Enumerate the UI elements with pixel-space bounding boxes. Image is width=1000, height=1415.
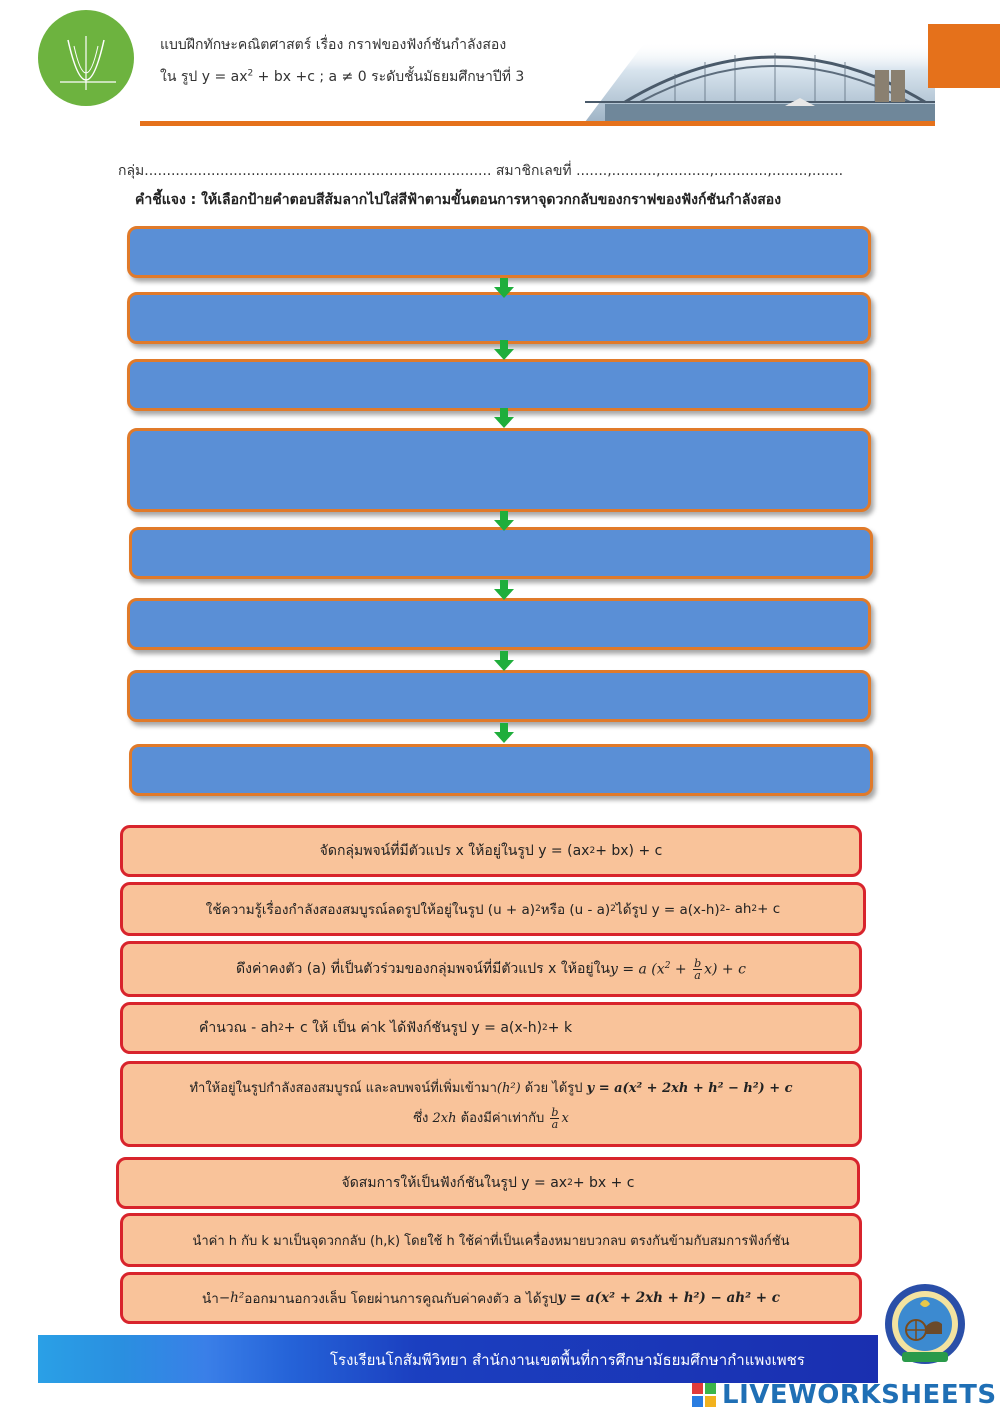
card-text: 2 xyxy=(589,846,596,856)
card-text: 2 xyxy=(535,904,541,914)
card-text: + bx) + c xyxy=(595,843,663,859)
down-arrow-icon xyxy=(494,511,514,531)
card-line: ซึ่ง 2xh ต้องมีค่าเท่ากับ $\frac{b}{a}$ x xyxy=(413,1106,569,1131)
card-text: จัดกลุ่มพจน์ที่มีตัวแปร x ให้อยู่ในรูป y = (ax xyxy=(319,843,590,859)
group-members-line: กลุ่ม.............................................................................. สมาชิกเลขที่ .......,..........,...........,............,........,....... xyxy=(118,163,844,179)
header-accent-block xyxy=(928,24,1000,88)
card-text: 2 xyxy=(610,904,616,914)
down-arrow-icon xyxy=(494,651,514,671)
card-text: 2 xyxy=(278,1023,284,1033)
parabola-graph-icon xyxy=(38,10,134,106)
drop-target-7[interactable] xyxy=(127,670,871,722)
card-text: + c xyxy=(757,901,781,917)
card-text: นำ xyxy=(202,1291,219,1307)
instructions: คำชี้แจง : ให้เลือกป้ายคำตอบสีส้มลากไปใส่สีฟ้าตามขั้นตอนการหาจุดวกกลับของกราฟของฟังก์ชันกำลังสอง xyxy=(135,192,782,208)
card-text: คำนวณ - ah xyxy=(199,1020,279,1036)
card-line: ทำให้อยู่ในรูปกำลังสองสมบูรณ์ และลบพจน์ที่เพิ่มเข้ามา(h²) ด้วย ได้รูป y = a(x² + 2xh + h² − h²) + c xyxy=(189,1081,793,1096)
answer-card-perfect-square[interactable] xyxy=(120,1061,862,1147)
drop-target-3[interactable] xyxy=(127,359,871,411)
card-text: ใช้ความรู้เรื่องกำลังสองสมบูรณ์ลดรูปให้อยู่ในรูป (u + a) xyxy=(205,902,536,918)
answer-card-extract-h2[interactable] xyxy=(120,1272,862,1324)
card-text: + bx + c xyxy=(572,1175,635,1191)
answer-card-standard-form[interactable] xyxy=(116,1157,860,1209)
answer-card-group-terms[interactable] xyxy=(120,825,862,877)
answer-card-vertex[interactable] xyxy=(120,1213,862,1267)
drop-target-8[interactable] xyxy=(129,744,873,796)
card-text: 2 xyxy=(751,904,758,914)
header-title: แบบฝึกทักษะคณิตศาสตร์ เรื่อง กราฟของฟังก์ชันกำลังสอง xyxy=(160,37,507,53)
drop-target-2[interactable] xyxy=(127,292,871,344)
card-text: ได้รูป y = a(x-h) xyxy=(615,902,720,918)
header-subtitle: ใน รูป $y = ax^2$ + bx +c ; a ≠ 0 ระดับชั้นมัธยมศึกษาปีที่ 3 xyxy=(160,68,525,85)
card-math: y = a ($x^2$ + $\frac{b}{a}$ x) + c xyxy=(609,956,746,982)
header-logo xyxy=(38,10,134,106)
answer-card-calc-k[interactable] xyxy=(120,1002,862,1054)
card-text: - ah xyxy=(725,901,752,917)
drop-target-5[interactable] xyxy=(129,527,873,579)
card-text: ดึงค่าคงตัว (a) ที่เป็นตัวร่วมของกลุ่มพจน์ที่มีตัวแปร x ให้อยู่ใน xyxy=(236,961,610,977)
liveworksheets-logo-icon xyxy=(692,1383,718,1409)
down-arrow-icon xyxy=(494,340,514,360)
liveworksheets-brand: LIVEWORKSHEETS xyxy=(722,1380,997,1410)
card-text: หรือ (u - a) xyxy=(540,902,611,918)
header-divider xyxy=(140,121,935,126)
card-text: จัดสมการให้เป็นฟังก์ชันในรูป y = ax xyxy=(341,1175,568,1191)
answer-card-factor-a[interactable] xyxy=(120,941,862,997)
card-math: −h² xyxy=(218,1290,245,1306)
footer-school-name: โรงเรียนโกสัมพีวิทยา สำนักงานเขตพื้นที่การศึกษามัธยมศึกษากำแพงเพชร xyxy=(330,1351,805,1369)
drop-target-1[interactable] xyxy=(127,226,871,278)
card-text: 2 xyxy=(567,1178,573,1188)
bridge-photo xyxy=(585,22,935,122)
card-text: 2 xyxy=(719,904,726,914)
school-emblem-icon xyxy=(880,1280,970,1370)
card-text: 2 xyxy=(542,1023,548,1033)
drop-target-4[interactable] xyxy=(127,428,871,512)
down-arrow-icon xyxy=(494,408,514,428)
down-arrow-icon xyxy=(494,723,514,743)
drop-target-6[interactable] xyxy=(127,598,871,650)
card-text: นำค่า h กับ k มาเป็นจุดวกกลับ (h,k) โดยใช้ h ใช้ค่าที่เป็นเครื่องหมายบวกลบ ตรงกันข้ามกับสมการฟังก์ชัน xyxy=(192,1233,790,1249)
card-math: y = a(x² + 2xh + h²) − ah² + c xyxy=(557,1290,780,1306)
card-text: ออกมานอกวงเล็บ โดยผ่านการคูณกับค่าคงตัว a ได้รูป xyxy=(244,1291,558,1307)
down-arrow-icon xyxy=(494,278,514,298)
card-text: + k xyxy=(547,1020,573,1036)
card-text: + c ให้ เป็น ค่าk ได้ฟังก์ชันรูป y = a(x-h) xyxy=(283,1020,543,1036)
down-arrow-icon xyxy=(494,580,514,600)
answer-card-complete-square[interactable] xyxy=(120,882,866,936)
